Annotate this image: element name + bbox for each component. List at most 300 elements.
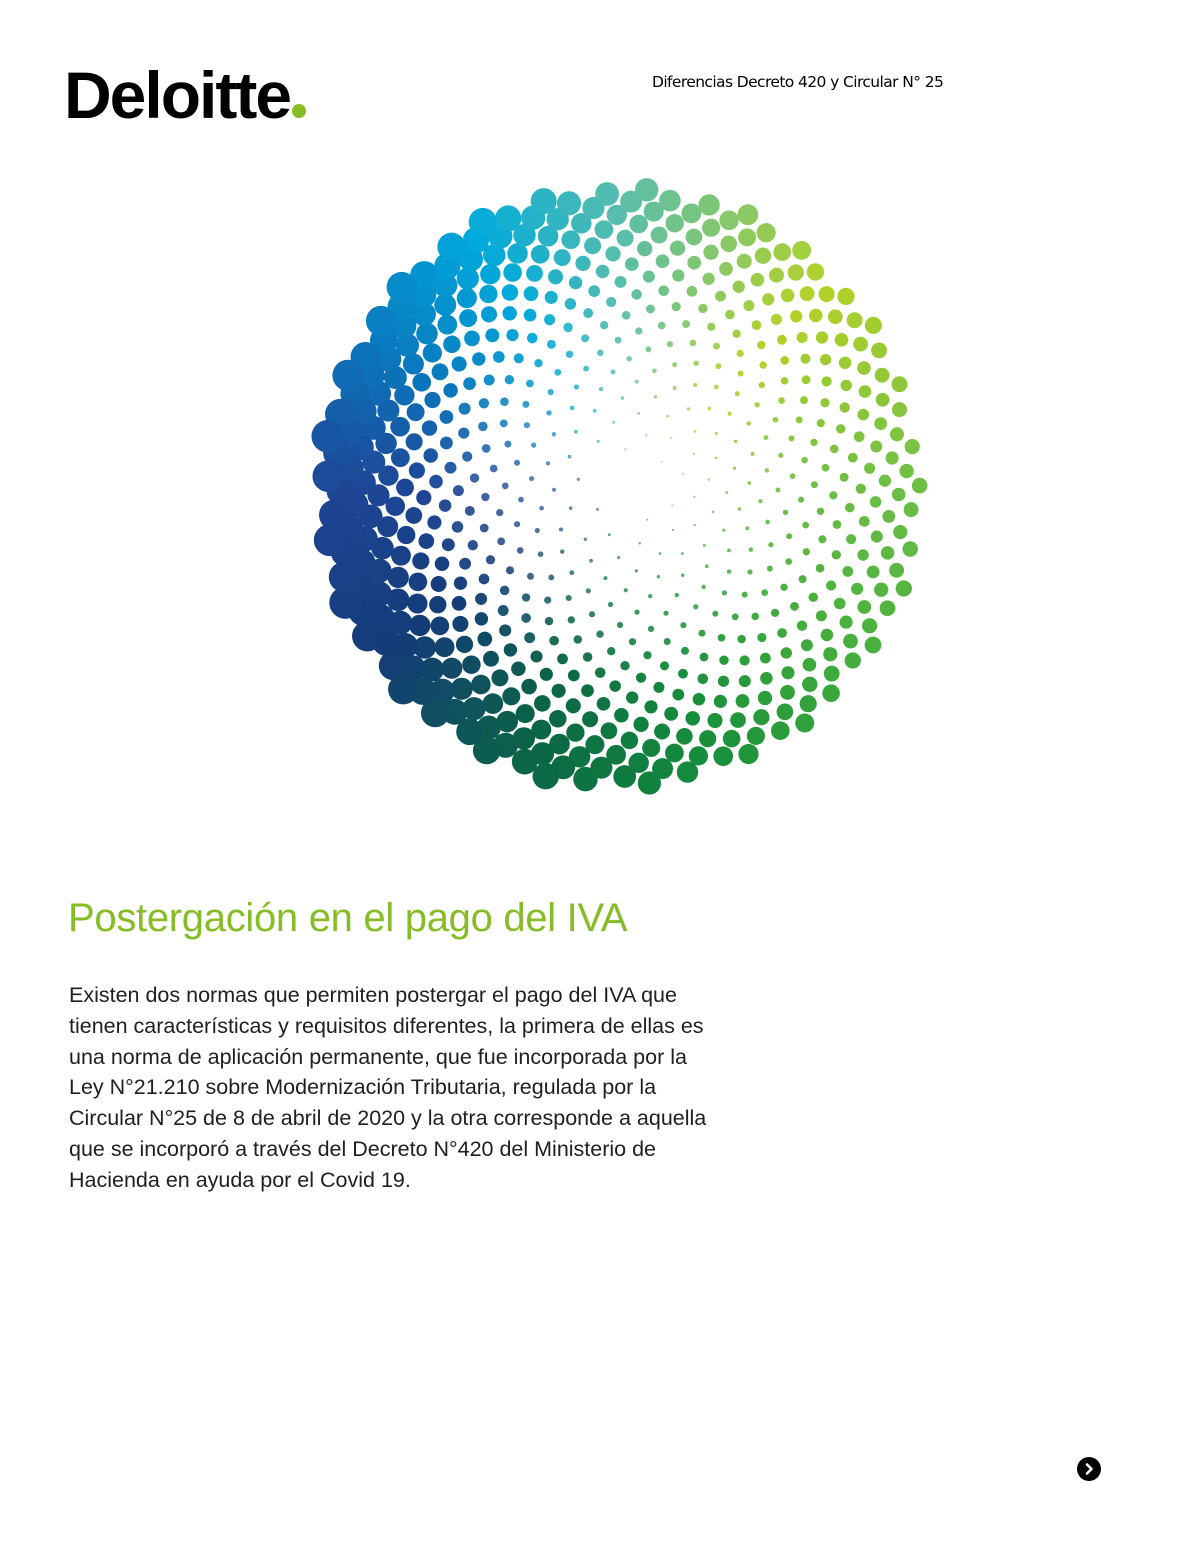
spiral-dot — [819, 286, 835, 302]
spiral-dot — [777, 335, 787, 345]
spiral-dot — [397, 526, 415, 544]
spiral-dot — [566, 698, 581, 713]
spiral-dot — [702, 273, 714, 285]
spiral-dot — [652, 368, 657, 373]
spiral-dot — [645, 346, 651, 352]
spiral-dot — [465, 506, 475, 516]
spiral-dot — [823, 647, 837, 661]
spiral-dot — [609, 680, 620, 691]
spiral-dot — [563, 323, 572, 332]
spiral-dot — [753, 709, 769, 725]
spiral-dot — [667, 341, 673, 347]
spiral-dot — [882, 510, 895, 523]
spiral-dot — [407, 593, 427, 613]
spiral-dot — [497, 538, 505, 546]
spiral-dot — [495, 205, 521, 231]
spiral-dot — [708, 479, 710, 481]
spiral-dot — [718, 676, 729, 687]
spiral-dot — [406, 433, 423, 450]
spiral-dot — [405, 507, 422, 524]
spiral-dot — [584, 537, 587, 540]
section-body-paragraph: Existen dos normas que permiten postergar el pago del IVA que tienen características y requisitos diferentes, la primera de ellas es una norma de aplicación permanente, que fue incorporada por la Ley N°21.210 sobre Modernización Tributaria, regulada por la Circular N°25 de 8 de abril de 2020 y la otra corresponde a aquella que se incorporó a través del Decreto N°420 del Ministerio de Hacienda en ayuda por el Covid 19. — [69, 983, 707, 1192]
spiral-dot — [638, 542, 641, 545]
spiral-dot — [608, 602, 613, 607]
next-page-button[interactable] — [1077, 1457, 1101, 1481]
spiral-dot — [570, 406, 575, 411]
spiral-dot — [727, 569, 731, 573]
spiral-dot — [621, 396, 625, 400]
spiral-dot — [606, 297, 616, 307]
spiral-dot — [737, 350, 744, 357]
spiral-dot — [712, 611, 718, 617]
spiral-dot — [890, 427, 904, 441]
spiral-dot — [775, 488, 780, 493]
spiral-dot — [314, 524, 346, 556]
spiral-dot — [423, 343, 442, 362]
spiral-dot — [440, 410, 454, 424]
spiral-dot — [504, 643, 517, 656]
spiral-dot — [851, 583, 863, 595]
spiral-dot — [773, 243, 791, 261]
spiral-dot — [818, 535, 826, 543]
spiral-dot — [514, 521, 520, 527]
spiral-dot — [527, 333, 538, 344]
spiral-dot — [651, 227, 668, 244]
spiral-dot — [847, 312, 863, 328]
spiral-dot — [768, 542, 773, 547]
spiral-dot — [828, 309, 843, 324]
spiral-dot — [820, 398, 829, 407]
spiral-dot — [687, 286, 698, 297]
spiral-dot — [484, 374, 495, 385]
spiral-dot — [631, 289, 641, 299]
spiral-dot — [582, 711, 598, 727]
spiral-dot — [837, 288, 854, 305]
spiral-dot — [845, 503, 855, 512]
spiral-dot — [771, 721, 790, 740]
spiral-dot — [664, 638, 671, 645]
spiral-dot — [312, 460, 344, 492]
spiral-dot — [800, 396, 808, 404]
spiral-dot — [566, 595, 572, 601]
spiral-dot — [786, 533, 792, 539]
spiral-dot — [842, 566, 853, 577]
spiral-dot — [459, 558, 471, 570]
spiral-dot — [490, 465, 498, 473]
spiral-dot — [583, 652, 593, 662]
spiral-dot — [524, 309, 537, 322]
spiral-dot — [698, 674, 709, 685]
spiral-dot — [738, 744, 758, 764]
spiral-dot — [879, 475, 891, 487]
spiral-dot — [715, 291, 726, 302]
logo-text: Deloitte — [64, 58, 291, 132]
spiral-dot — [686, 229, 703, 246]
spiral-dot — [733, 281, 745, 293]
spiral-dot — [503, 263, 522, 282]
spiral-dot — [437, 233, 465, 261]
spiral-dot — [597, 697, 611, 711]
spiral-dot — [859, 385, 872, 398]
spiral-dot — [713, 343, 720, 350]
spiral-dot — [595, 667, 606, 678]
spiral-dot — [671, 505, 673, 507]
spiral-dot — [675, 593, 679, 597]
spiral-dot — [764, 435, 769, 440]
spiral-dot — [499, 624, 511, 636]
spiral-dot — [712, 511, 715, 514]
spiral-dot — [865, 317, 882, 334]
spiral-dot — [822, 376, 832, 386]
spiral-dot — [719, 262, 733, 276]
spiral-dot — [561, 230, 580, 249]
spiral-dot — [840, 402, 850, 412]
spiral-dot — [566, 351, 573, 358]
spiral-dot — [642, 739, 660, 757]
spiral-dot — [777, 628, 787, 638]
spiral-dot — [781, 289, 795, 303]
spiral-dot — [743, 300, 754, 311]
spiral-dot — [498, 605, 509, 616]
spiral-dot — [654, 395, 657, 398]
spiral-dot — [893, 525, 907, 539]
spiral-dot — [790, 473, 796, 479]
spiral-dot — [857, 361, 871, 375]
spiral-dot — [854, 431, 865, 442]
spiral-dot — [554, 369, 561, 376]
spiral-dot — [672, 689, 684, 701]
spiral-dot — [442, 538, 455, 551]
spiral-dot — [780, 356, 789, 365]
spiral-dot — [670, 437, 672, 439]
spiral-dot — [548, 574, 554, 580]
spiral-dot — [409, 615, 430, 636]
spiral-dot — [681, 552, 684, 555]
spiral-dot — [841, 380, 852, 391]
spiral-dot — [569, 570, 574, 575]
spiral-dot — [757, 223, 776, 242]
spiral-dot — [412, 373, 431, 392]
spiral-dot — [614, 708, 629, 723]
spiral-dot — [477, 632, 492, 647]
spiral-dot — [545, 291, 558, 304]
spiral-dot — [427, 515, 441, 529]
spiral-dot — [817, 419, 825, 427]
spiral-dot — [780, 584, 787, 591]
spiral-dot — [452, 616, 468, 632]
section-title: Postergación en el pago del IVA — [68, 896, 628, 940]
spiral-dot — [648, 626, 654, 632]
spiral-dot — [637, 241, 652, 256]
spiral-dot — [693, 383, 697, 387]
spiral-dot — [672, 269, 684, 281]
spiral-dot — [635, 380, 639, 384]
spiral-dot — [483, 651, 499, 667]
spiral-dot — [574, 384, 579, 389]
spiral-dot — [530, 650, 542, 662]
spiral-dot — [874, 417, 887, 430]
spiral-dot — [719, 211, 739, 231]
spiral-dot — [566, 723, 584, 741]
spiral-dot — [462, 451, 472, 461]
spiral-dot — [547, 340, 556, 349]
spiral-dot — [470, 473, 479, 482]
spiral-dot — [646, 305, 655, 314]
spiral-dot — [597, 440, 600, 443]
spiral-dot — [441, 658, 462, 679]
spiral-dot — [480, 524, 489, 533]
spiral-dot — [703, 544, 706, 547]
spiral-dot — [535, 528, 540, 533]
spiral-dot — [751, 273, 765, 287]
spiral-dot — [799, 575, 807, 583]
spiral-dot — [693, 453, 695, 455]
spiral-dot — [617, 556, 620, 559]
spiral-dot — [830, 445, 839, 454]
spiral-dot — [816, 610, 827, 621]
spiral-dot — [637, 412, 640, 415]
spiral-dot — [755, 248, 771, 264]
spiral-dot — [719, 655, 728, 664]
spiral-dot — [835, 333, 849, 347]
spiral-dot — [597, 350, 603, 356]
spiral-dot — [522, 401, 529, 408]
spiral-dot — [780, 685, 795, 700]
spiral-dot — [352, 621, 383, 652]
spiral-dot — [429, 475, 443, 489]
spiral-dot — [817, 508, 824, 515]
spiral-dot — [746, 421, 750, 425]
spiral-dot — [788, 264, 804, 280]
spiral-dot — [429, 596, 446, 613]
spiral-dot — [514, 460, 520, 466]
spiral-dot — [777, 703, 794, 720]
spiral-dot — [661, 461, 663, 463]
spiral-dot — [687, 407, 690, 410]
spiral-dot — [621, 732, 638, 749]
spiral-dot — [409, 573, 428, 592]
spiral-dot — [391, 546, 411, 566]
spiral-dot — [646, 519, 648, 521]
spiral-dot — [703, 245, 718, 260]
spiral-dot — [871, 342, 887, 358]
spiral-dot — [656, 254, 670, 268]
spiral-dot — [435, 637, 455, 657]
spiral-dot — [801, 639, 813, 651]
spiral-dot — [568, 670, 580, 682]
spiral-dot — [615, 276, 627, 288]
spiral-dot — [430, 617, 449, 636]
spiral-dot — [892, 376, 908, 392]
spiral-dot — [583, 366, 589, 372]
spiral-dot — [698, 304, 707, 313]
spiral-dot — [479, 574, 490, 585]
spiral-dot — [617, 230, 634, 247]
spiral-dot — [798, 497, 804, 503]
spiral-dot — [574, 430, 578, 434]
spiral-dot — [803, 548, 810, 555]
spiral-dot — [493, 351, 505, 363]
spiral-dot — [687, 256, 701, 270]
spiral-dot — [737, 204, 758, 225]
spiral-dot — [673, 386, 677, 390]
spiral-dot — [608, 533, 611, 536]
spiral-dot — [824, 666, 840, 682]
spiral-dot — [778, 397, 785, 404]
spiral-dot — [589, 611, 595, 617]
spiral-dot — [548, 389, 554, 395]
spiral-dot — [540, 668, 553, 681]
spiral-dot — [725, 491, 728, 494]
spiral-dot — [511, 661, 526, 676]
spiral-dot — [532, 763, 558, 789]
spiral-dot — [483, 693, 504, 714]
spiral-dot — [856, 484, 866, 494]
spiral-dot — [681, 203, 701, 223]
spiral-dot — [531, 245, 550, 264]
spiral-dot — [545, 617, 553, 625]
spiral-dot — [867, 565, 880, 578]
spiral-dot — [546, 461, 550, 465]
spiral-dot — [524, 286, 539, 301]
spiral-dot — [870, 441, 882, 453]
spiral-dot — [781, 647, 792, 658]
spiral-dot — [521, 613, 531, 623]
spiral-dot — [445, 462, 457, 474]
spiral-dot — [635, 327, 642, 334]
spiral-dot — [538, 551, 544, 557]
spiral-dot — [698, 194, 719, 215]
spiral-dot — [443, 336, 460, 353]
spiral-dot — [762, 293, 774, 305]
spiral-dot — [676, 728, 693, 745]
spiral-dot — [549, 710, 566, 727]
spiral-dot — [902, 541, 918, 557]
spiral-dot — [715, 432, 718, 435]
spiral-dot — [514, 353, 524, 363]
spiral-dot — [760, 672, 773, 685]
spiral-dot — [557, 654, 568, 665]
spiral-dot — [880, 600, 896, 616]
spiral-dot — [596, 265, 610, 279]
spiral-dot — [485, 328, 499, 342]
spiral-dot — [832, 550, 841, 559]
spiral-dot — [584, 237, 601, 254]
spiral-dot — [771, 314, 782, 325]
spiral-dot — [758, 499, 762, 503]
spiral-dot — [329, 587, 361, 619]
spiral-dot — [727, 549, 731, 553]
spiral-dot — [481, 306, 497, 322]
spiral-dot — [517, 547, 524, 554]
spiral-dot — [496, 509, 503, 516]
spiral-dot — [670, 240, 685, 255]
spiral-dot — [693, 496, 695, 498]
spiral-dot — [635, 178, 658, 201]
spiral-dot — [569, 276, 582, 289]
spiral-dot — [797, 621, 807, 631]
spiral-dot — [834, 598, 846, 610]
spiral-dot — [486, 555, 495, 564]
spiral-dot — [801, 457, 807, 463]
spiral-dot — [680, 622, 686, 628]
spiral-dot — [620, 661, 629, 670]
spiral-dot — [502, 284, 519, 301]
spiral-dot — [796, 416, 803, 423]
spiral-dot — [516, 704, 535, 723]
spiral-dot — [757, 633, 766, 642]
spiral-dot — [755, 402, 760, 407]
spiral-dot — [742, 592, 748, 598]
spiral-dot — [552, 432, 557, 437]
spiral-dot — [681, 573, 685, 577]
spiral-dot — [790, 602, 799, 611]
spiral-dot — [912, 478, 928, 494]
spiral-dot — [421, 699, 450, 728]
spiral-dot — [682, 320, 690, 328]
spiral-dot — [636, 673, 646, 683]
spiral-dot — [700, 653, 709, 662]
spiral-dot — [677, 761, 698, 782]
spiral-dot — [388, 674, 418, 704]
spiral-dot — [581, 684, 594, 697]
spiral-dot — [738, 228, 756, 246]
spiral-dot — [456, 636, 473, 653]
spiral-dot — [568, 455, 572, 459]
spiral-dot — [738, 507, 741, 510]
spiral-dot — [874, 583, 888, 597]
spiral-dot — [625, 257, 639, 271]
spiral-dot — [759, 361, 766, 368]
spiral-dot — [559, 527, 563, 531]
spiral-dot — [705, 564, 709, 568]
spiral-dot — [565, 298, 576, 309]
spiral-dot — [759, 382, 765, 388]
spiral-dot — [858, 409, 870, 421]
spiral-dot — [666, 415, 669, 418]
spiral-dot — [821, 629, 834, 642]
spiral-dot — [440, 437, 453, 450]
spiral-dot — [749, 547, 754, 552]
spiral-dot — [807, 263, 824, 280]
spiral-dot — [899, 464, 913, 478]
document-header-title: Diferencias Decreto 420 y Circular N° 25 — [652, 73, 944, 91]
spiral-dot — [526, 380, 534, 388]
spiral-dot — [463, 377, 476, 390]
spiral-dot — [479, 285, 497, 303]
spiral-dot — [452, 596, 467, 611]
spiral-dot — [502, 687, 520, 705]
spiral-dot — [504, 441, 511, 448]
spiral-dot — [546, 410, 551, 415]
spiral-dot — [663, 611, 668, 616]
spiral-dot — [471, 675, 491, 695]
spiral-dot — [472, 352, 485, 365]
spiral-dot — [734, 440, 738, 444]
spiral-dot — [605, 246, 620, 261]
spiral-dot — [846, 534, 856, 544]
spiral-dot — [720, 236, 737, 253]
spiral-dot — [857, 549, 868, 560]
spiral-dot — [613, 765, 636, 788]
spiral-dot — [643, 271, 655, 283]
spiral-dot — [529, 476, 534, 481]
spiral-dot — [557, 191, 581, 215]
spiral-dot — [653, 682, 664, 693]
spiral-dot — [577, 478, 580, 481]
spiral-dot — [892, 402, 907, 417]
spiral-dot — [464, 331, 480, 347]
